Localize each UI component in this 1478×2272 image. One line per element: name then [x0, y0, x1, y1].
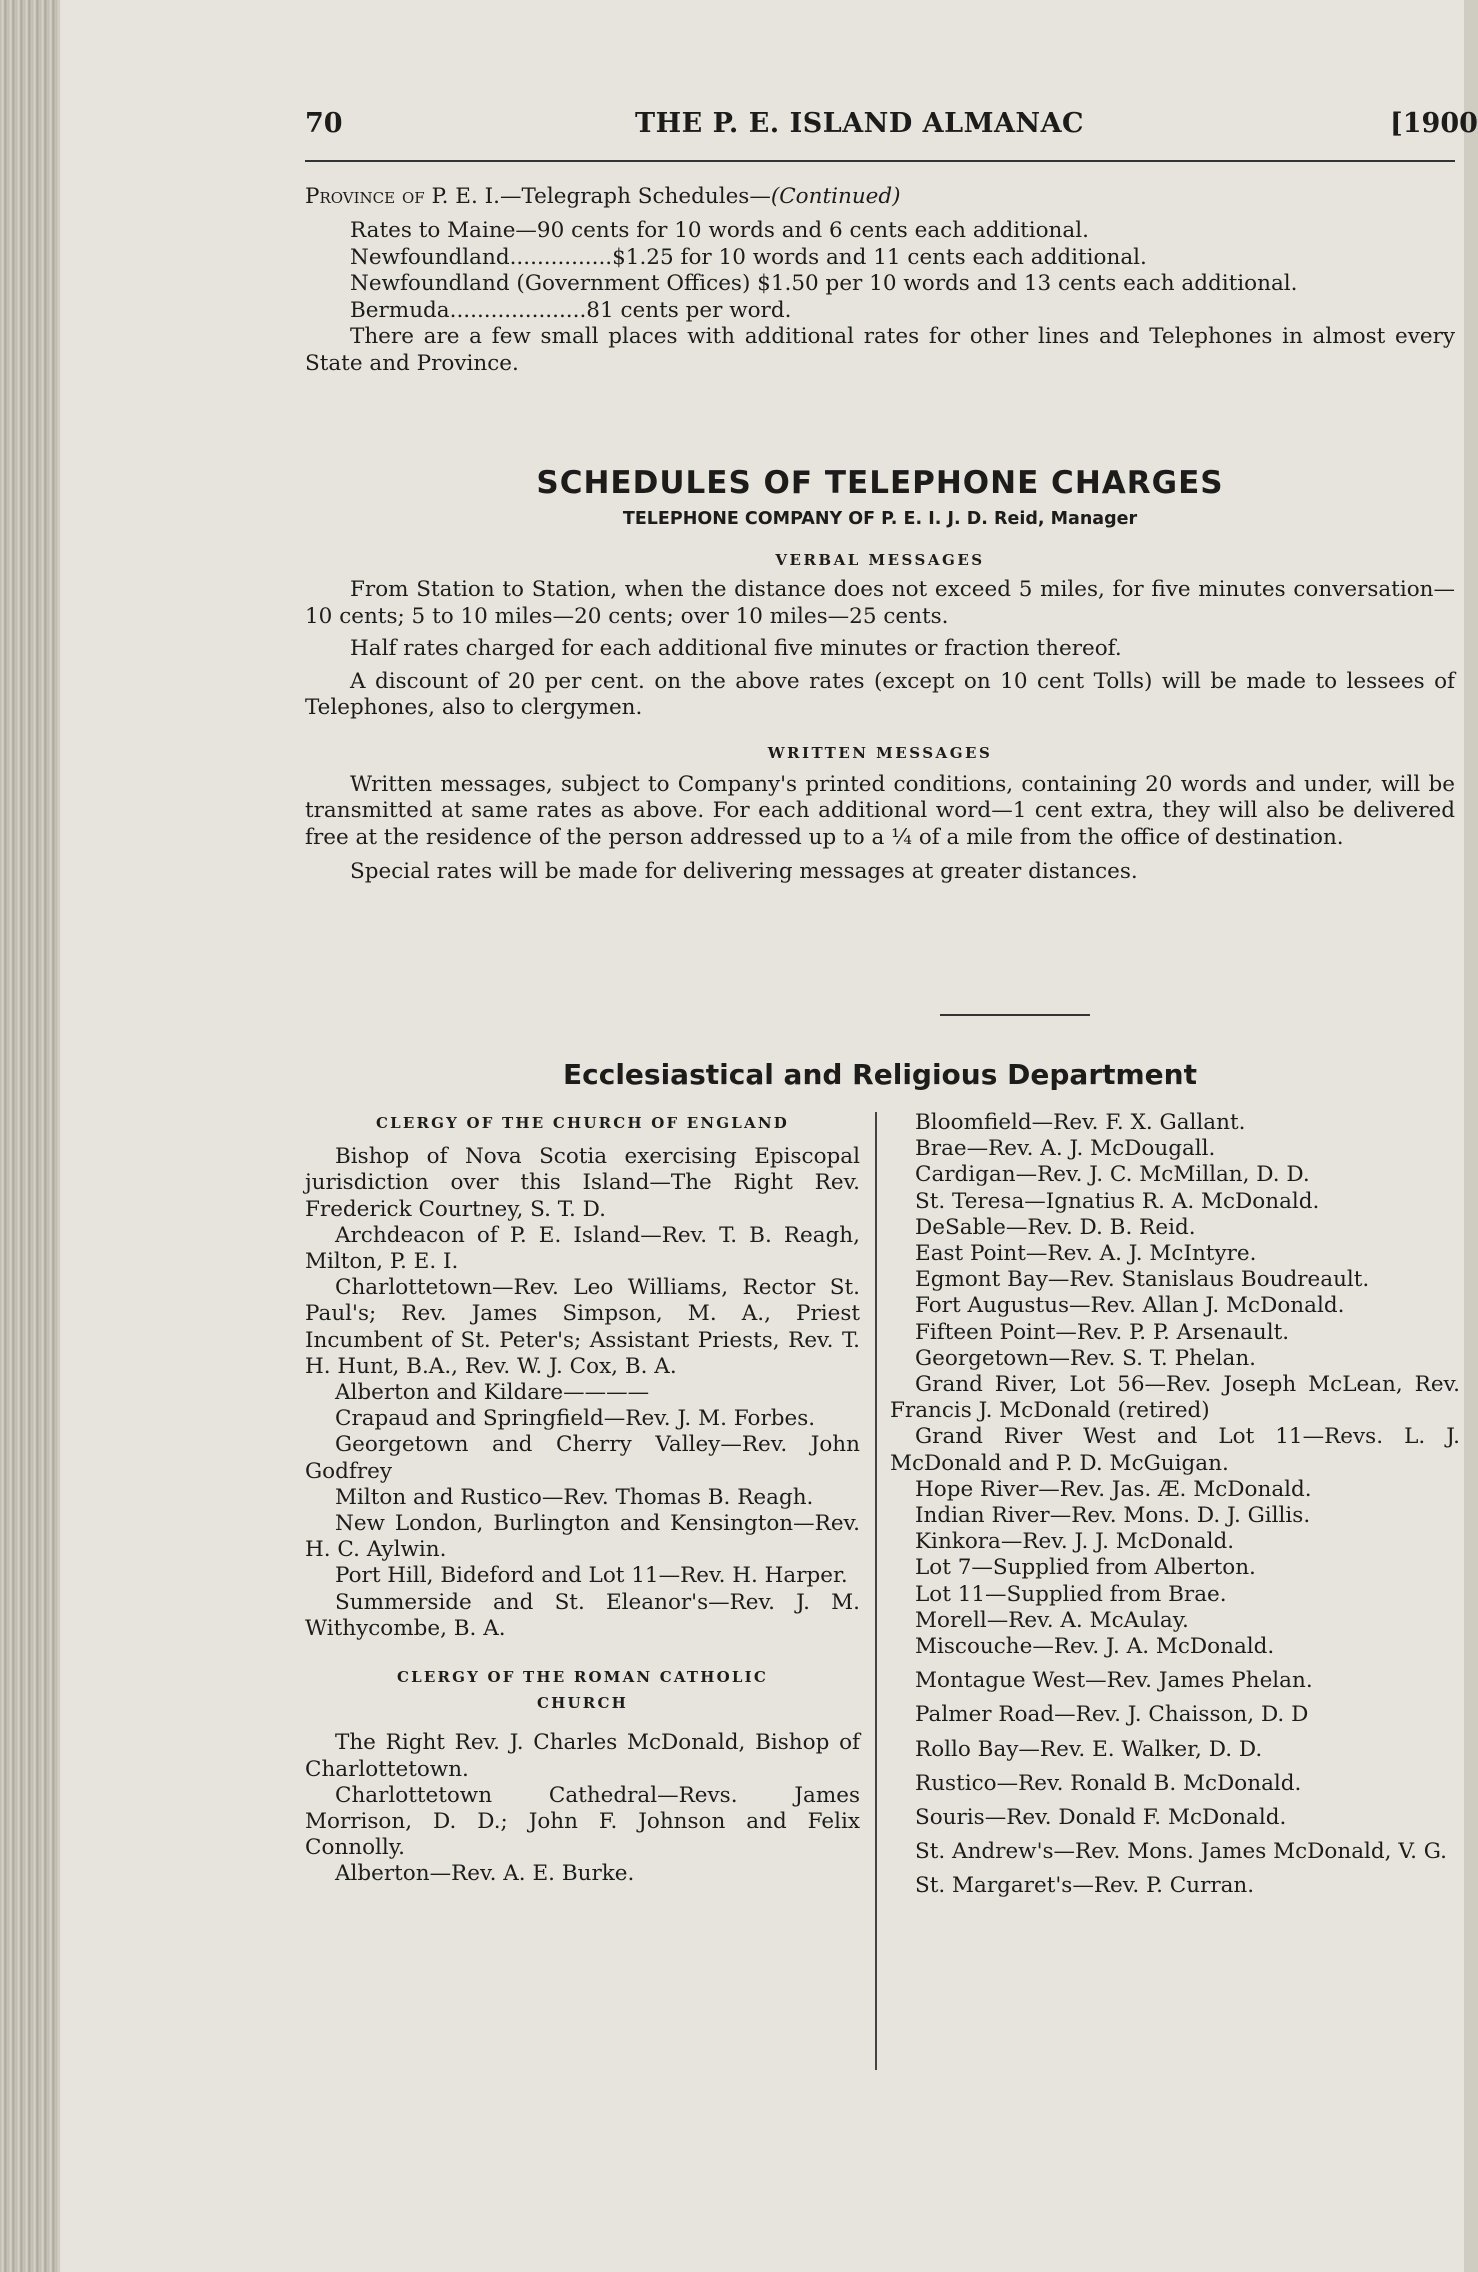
clergy-entry: Alberton—Rev. A. E. Burke. [335, 1861, 635, 1887]
telegraph-heading-rest: —Telegraph Schedules— [499, 184, 771, 209]
parish-entry: Brae—Rev. A. J. McDougall. [915, 1136, 1216, 1162]
written-paragraph: Special rates will be made for delivering messages at greater distances. [350, 859, 1138, 884]
section-divider [940, 1014, 1090, 1016]
parish-entry: St. Andrew's—Rev. Mons. James McDonald, V. G. [915, 1839, 1448, 1865]
parish-entry: Montague West—Rev. James Phelan. [915, 1668, 1313, 1694]
right-column [890, 1110, 1460, 1900]
left-column [305, 1110, 860, 1888]
almanac-page [60, 0, 1478, 2272]
page-content [230, 0, 1478, 2272]
parish-entry: DeSable—Rev. D. B. Reid. [915, 1214, 1196, 1240]
written-paragraph: Written messages, subject to Company's printed conditions, containing 20 words and under, will be transmitted at same rates as above. For each additional word—1 cent extra, they will also be delivered free at the residence of the person addressed up to a ¼ of a mile from the office of destination. [305, 771, 1455, 850]
clergy-entry: Georgetown and Cherry Valley—Rev. John Godfrey [305, 1432, 860, 1484]
telegraph-line: Newfoundland...............$1.25 for 10 words and 11 cents each additional. [350, 244, 1147, 270]
parish-entry: Grand River West and Lot 11—Revs. L. J. McDonald and P. D. McGuigan. [890, 1424, 1460, 1476]
clergy-entry: Milton and Rustico—Rev. Thomas B. Reagh. [335, 1484, 814, 1510]
clergy-entry: New London, Burlington and Kensington—Rev. H. C. Aylwin. [305, 1511, 860, 1563]
parish-entry: Georgetown—Rev. S. T. Phelan. [915, 1345, 1257, 1371]
clergy-entry: Port Hill, Bideford and Lot 11—Rev. H. Harper. [335, 1563, 848, 1589]
clergy-entry: The Right Rev. J. Charles McDonald, Bishop of Charlottetown. [305, 1730, 860, 1782]
verbal-paragraph: A discount of 20 per cent. on the above rates (except on 10 cent Tolls) will be made to lessees of Telephones, also to clergymen. [305, 668, 1455, 720]
parish-entry: Grand River, Lot 56—Rev. Joseph McLean, Rev. Francis J. McDonald (retired) [890, 1372, 1460, 1424]
telegraph-line: Rates to Maine—90 cents for 10 words and 6 cents each additional. [350, 218, 1089, 243]
parish-entry: Indian River—Rev. Mons. D. J. Gillis. [915, 1503, 1311, 1529]
parish-entry: St. Teresa—Ignatius R. A. McDonald. [915, 1188, 1320, 1214]
parish-entry: Rustico—Rev. Ronald B. McDonald. [915, 1770, 1302, 1796]
continued-label: (Continued) [770, 184, 901, 209]
parish-entry: Kinkora—Rev. J. J. McDonald. [915, 1529, 1235, 1555]
church-of-england-heading: CLERGY OF THE CHURCH OF ENGLAND [375, 1114, 790, 1132]
column-divider [875, 1112, 877, 2070]
parish-entry: Rollo Bay—Rev. E. Walker, D. D. [915, 1736, 1263, 1762]
parish-entry: Fifteen Point—Rev. P. P. Arsenault. [915, 1319, 1290, 1345]
verbal-messages-heading: VERBAL MESSAGES [775, 551, 985, 569]
parish-entry: Lot 11—Supplied from Brae. [915, 1581, 1227, 1607]
telegraph-heading-main: Province of P. E. I. [305, 184, 500, 209]
written-messages-heading: WRITTEN MESSAGES [767, 743, 993, 762]
clergy-entry: Charlottetown Cathedral—Revs. James Morrison, D. D.; John F. Johnson and Felix Connolly. [305, 1782, 860, 1861]
telegraph-heading [305, 183, 1455, 210]
year-marker: [1900 [1390, 108, 1478, 139]
telegraph-line: Newfoundland (Government Offices) $1.50 per 10 words and 13 cents each additional. [350, 271, 1298, 296]
telegraph-line: There are a few small places with additional rates for other lines and Telephones in almost every State and Province. [305, 324, 1455, 376]
parish-entry: Egmont Bay—Rev. Stanislaus Boudreault. [915, 1267, 1370, 1293]
verbal-paragraph: Half rates charged for each additional five minutes or fraction thereof. [350, 636, 1122, 661]
telephone-title: SCHEDULES OF TELEPHONE CHARGES [536, 465, 1224, 501]
clergy-entry: Bishop of Nova Scotia exercising Episcopal jurisdiction over this Island—The Right Rev. Frederick Courtney, S. T. D. [305, 1144, 860, 1222]
running-title: THE P. E. ISLAND ALMANAC [635, 108, 1085, 139]
ecclesiastical-title: Ecclesiastical and Religious Department [563, 1058, 1197, 1091]
running-header [230, 108, 1478, 148]
parish-entry: Morell—Rev. A. McAulay. [915, 1607, 1189, 1633]
parish-entry: Fort Augustus—Rev. Allan J. McDonald. [915, 1293, 1345, 1319]
telegraph-line: Bermuda....................81 cents per word. [350, 297, 792, 323]
parish-entry: Souris—Rev. Donald F. McDonald. [915, 1805, 1287, 1831]
clergy-entry: Alberton and Kildare———— [335, 1380, 650, 1406]
parish-entry: St. Margaret's—Rev. P. Curran. [915, 1873, 1255, 1899]
verbal-paragraph: From Station to Station, when the distance does not exceed 5 miles, for five minutes conversation—10 cents; 5 to 10 miles—20 cents; over 10 miles—25 cents. [305, 577, 1455, 629]
parish-entry: Hope River—Rev. Jas. Æ. McDonald. [915, 1476, 1312, 1502]
telegraph-section [305, 183, 1455, 377]
clergy-entry: Summerside and St. Eleanor's—Rev. J. M. Withycombe, B. A. [305, 1589, 860, 1641]
roman-catholic-heading-line1: CLERGY OF THE ROMAN CATHOLIC [396, 1668, 769, 1687]
clergy-entry: Archdeacon of P. E. Island—Rev. T. B. Reagh, Milton, P. E. I. [305, 1222, 860, 1275]
page-number: 70 [305, 108, 343, 139]
parish-entry: Bloomfield—Rev. F. X. Gallant. [915, 1110, 1246, 1135]
telephone-section [305, 465, 1455, 886]
parish-entry: East Point—Rev. A. J. McIntyre. [915, 1241, 1257, 1267]
parish-entry: Miscouche—Rev. J. A. McDonald. [915, 1634, 1275, 1660]
roman-catholic-heading-line2: CHURCH [537, 1694, 628, 1713]
clergy-entry: Crapaud and Springfield—Rev. J. M. Forbes. [335, 1406, 816, 1432]
header-rule [305, 160, 1455, 162]
ecclesiastical-title-block [305, 1058, 1455, 1091]
parish-entry: Lot 7—Supplied from Alberton. [915, 1555, 1256, 1581]
clergy-entry: Charlottetown—Rev. Leo Williams, Rector St. Paul's; Rev. James Simpson, M. A., Priest Incumbent of St. Peter's; Assistant Priests, Rev. T. H. Hunt, B.A., Rev. W. J. Cox, B. A. [305, 1275, 860, 1379]
parish-entry: Cardigan—Rev. J. C. McMillan, D. D. [915, 1162, 1310, 1188]
parish-entry: Palmer Road—Rev. J. Chaisson, D. D [915, 1702, 1309, 1728]
telephone-subtitle: TELEPHONE COMPANY OF P. E. I. J. D. Reid, Manager [622, 509, 1138, 529]
